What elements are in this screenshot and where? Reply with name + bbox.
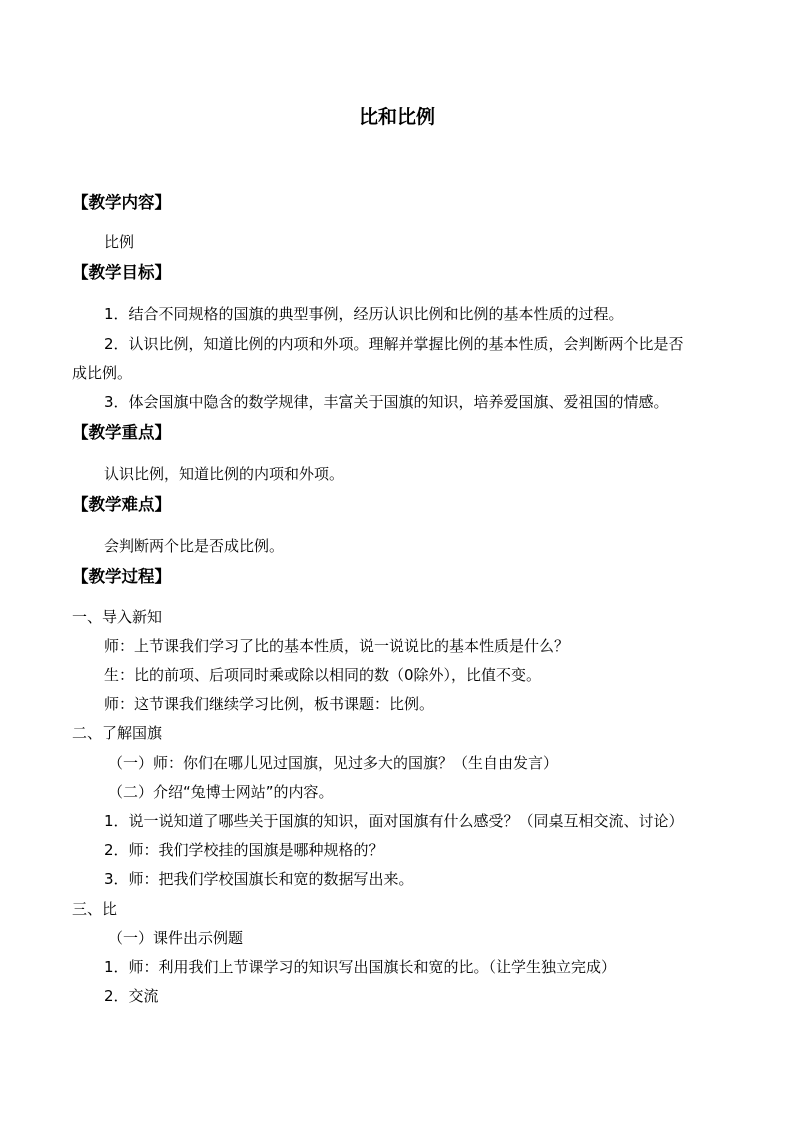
document-title: 比和比例 (358, 106, 435, 128)
teaching-content-text: 比例 (104, 233, 135, 251)
part-2-title: 二、了解国旗 (72, 724, 163, 742)
goal-1: 1．结合不同规格的国旗的典型事例，经历认识比例和比例的基本性质的过程。 (104, 305, 624, 323)
heading-teaching-goals: 【教学目标】 (72, 263, 171, 282)
heading-difficulties: 【教学难点】 (72, 495, 171, 514)
process-line: 师：这节课我们继续学习比例，板书课题：比例。 (104, 695, 435, 713)
difficulties-text: 会判断两个比是否成比例。 (104, 537, 285, 555)
goal-2: 2．认识比例，知道比例的内项和外项。理解并掌握比例的基本性质，会判断两个比是否 (104, 335, 684, 353)
process-line: 师：上节课我们学习了比的基本性质，说一说说比的基本性质是什么？ (104, 637, 570, 655)
heading-teaching-content: 【教学内容】 (72, 193, 171, 212)
process-line: 1．师：利用我们上节课学习的知识写出国旗长和宽的比。（让学生独立完成） (104, 958, 617, 976)
process-line: （一）师：你们在哪儿见过国旗，见过多大的国旗？（生自由发言） (108, 754, 559, 772)
part-1-title: 一、导入新知 (72, 608, 163, 626)
process-line: 2．交流 (104, 987, 159, 1005)
process-line: 3．师：把我们学校国旗长和宽的数据写出来。 (104, 870, 414, 888)
heading-key-points: 【教学重点】 (72, 423, 171, 442)
goal-3: 3．体会国旗中隐含的数学规律，丰富关于国旗的知识，培养爱国旗、爱祖国的情感。 (104, 393, 669, 411)
process-line: （二）介绍“兔博士网站”的内容。 (108, 783, 334, 801)
process-line: 生：比的前项、后项同时乘或除以相同的数（0除外），比值不变。 (104, 666, 542, 684)
goal-2-continued: 成比例。 (72, 364, 133, 382)
heading-teaching-process: 【教学过程】 (72, 567, 171, 586)
process-line: （一）课件出示例题 (108, 929, 244, 947)
key-points-text: 认识比例，知道比例的内项和外项。 (104, 465, 345, 483)
part-3-title: 三、比 (72, 900, 118, 918)
process-line: 2．师：我们学校挂的国旗是哪种规格的？ (104, 841, 384, 859)
process-line: 1．说一说知道了哪些关于国旗的知识，面对国旗有什么感受？（同桌互相交流、讨论） (104, 812, 684, 830)
